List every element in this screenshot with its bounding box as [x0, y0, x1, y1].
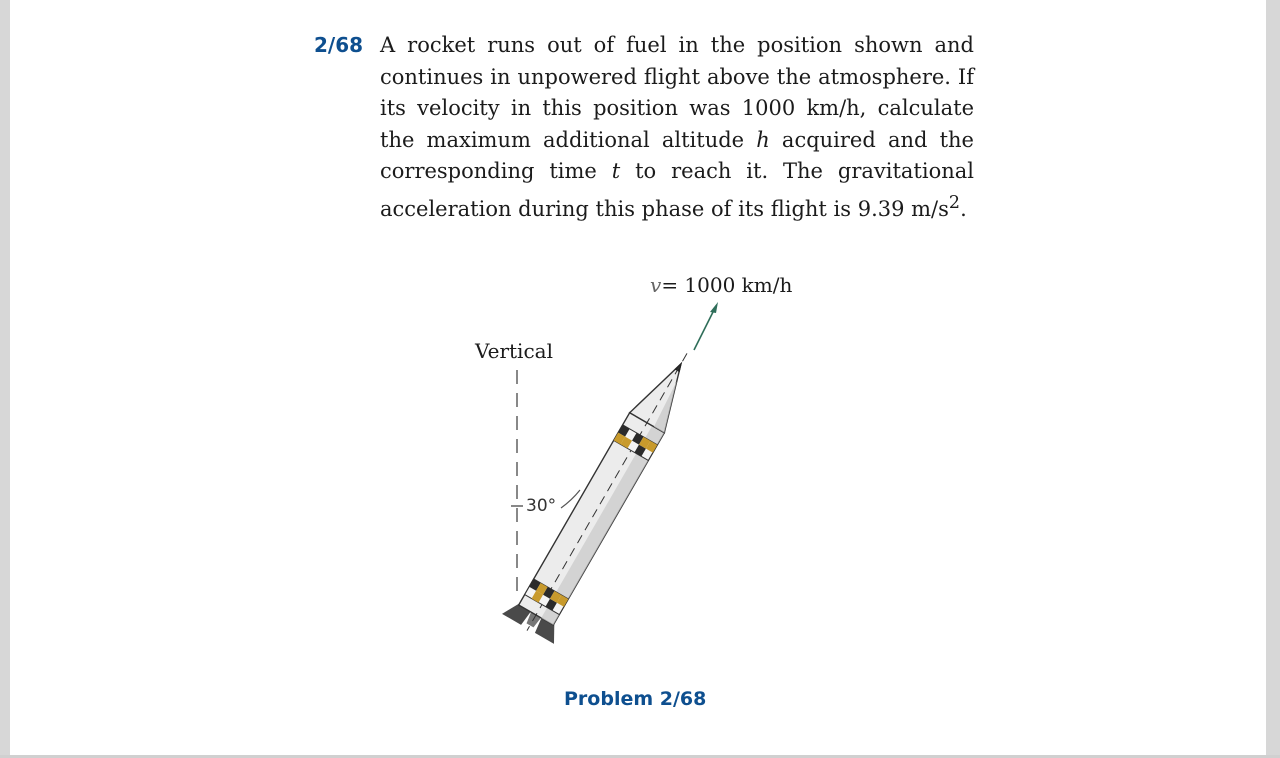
angle-label: 30°: [526, 496, 557, 516]
velocity-symbol: v: [650, 273, 662, 297]
vertical-label: Vertical: [475, 339, 553, 363]
variable-t: t: [611, 159, 621, 183]
velocity-arrow-head: [710, 302, 718, 313]
problem-text-part3: to reach it. The gravitational acceleration during this phase of its flight is 9.39 m/s: [380, 159, 974, 221]
problem-text-part2: acquired and the corresponding time: [380, 127, 974, 183]
problem-text-part1: A rocket runs out of fuel in the position shown and continues in unpowered flight above the atmosphere. If its velocity in this position was 1000 km/h, calculate the maximum additional altitude: [380, 33, 974, 152]
rocket: [501, 338, 713, 645]
problem-text-end: .: [960, 196, 967, 221]
right-window-edge: [1266, 0, 1280, 758]
rocket-diagram: [360, 258, 880, 728]
figure-caption: Problem 2/68: [564, 688, 707, 710]
problem-text: [380, 30, 974, 225]
left-window-edge: [0, 0, 10, 758]
velocity-label: [650, 273, 792, 297]
problem-statement: [314, 30, 974, 225]
problem-number: 2/68: [314, 33, 364, 57]
velocity-arrow-line: [694, 306, 716, 350]
variable-h: h: [756, 127, 770, 152]
rocket-figure: [360, 258, 880, 728]
velocity-value: = 1000 km/h: [661, 273, 793, 297]
exponent: 2: [948, 192, 961, 213]
